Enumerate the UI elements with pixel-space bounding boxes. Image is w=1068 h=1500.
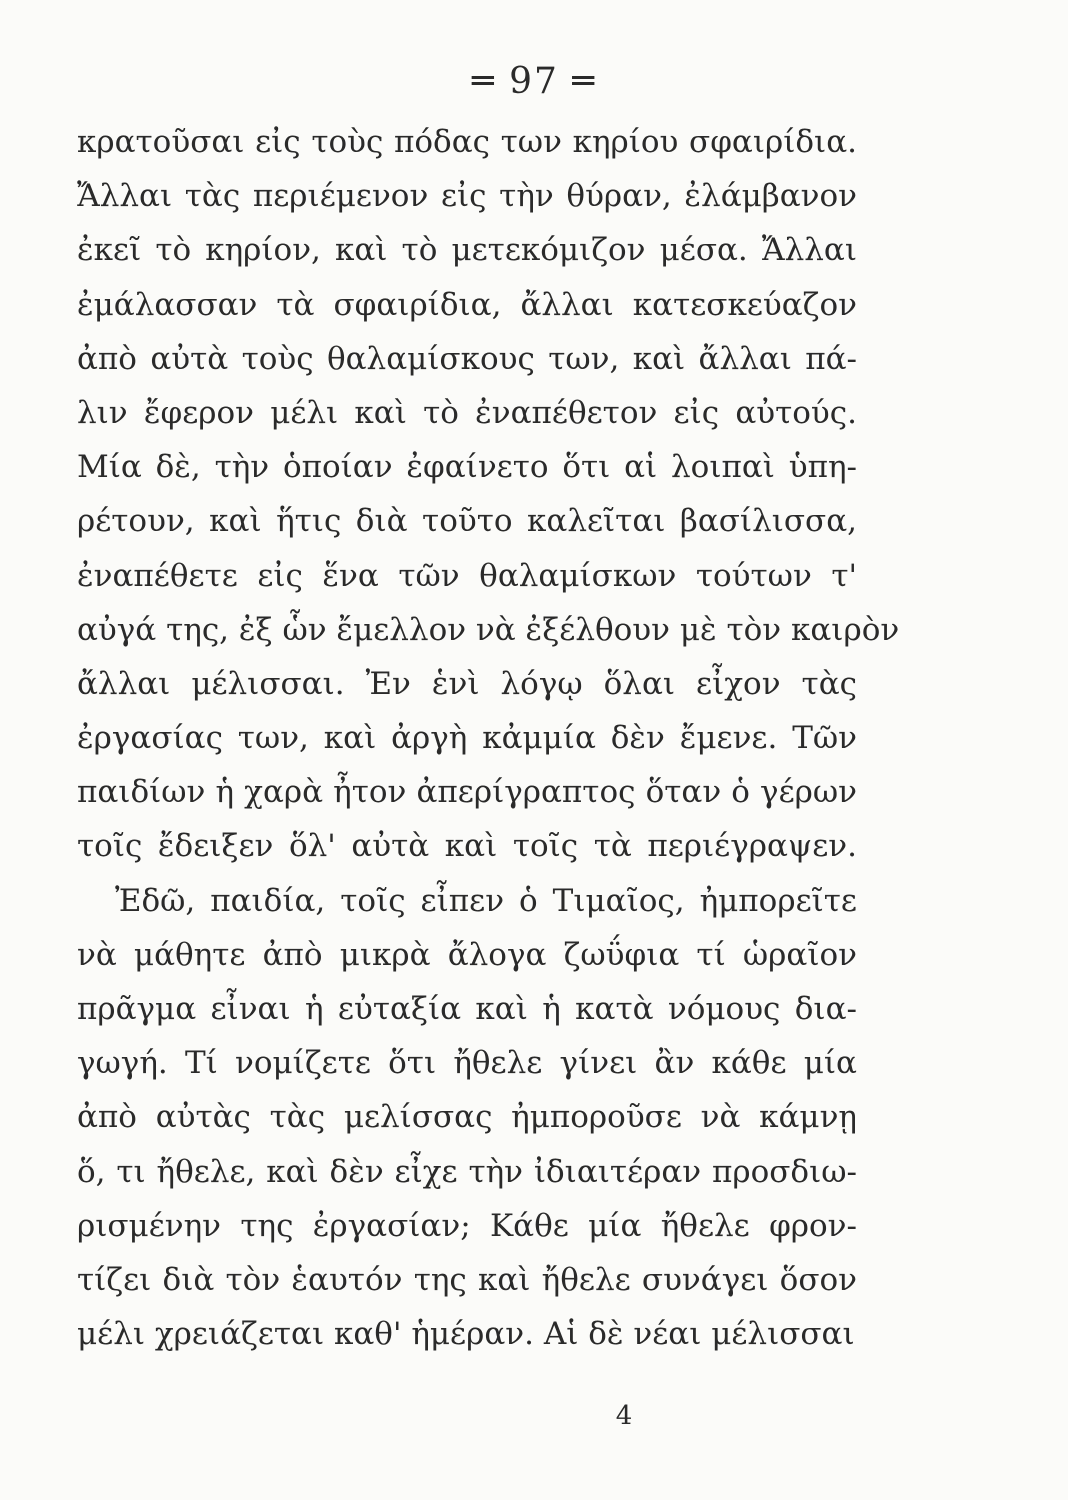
page-number-header: ═ 97 ═ (471, 61, 597, 102)
text-line: ἐμάλασσαν τὰ σφαιρίδια, ἄλλαι κατεσκεύαζον (77, 286, 857, 323)
text-line: τίζει διὰ τὸν ἑαυτόν της καὶ ἤθελε συνάγει ὅσον (77, 1261, 857, 1298)
body-text (77, 115, 900, 1361)
text-line: αὐγά της, ἐξ ὧν ἔμελλον νὰ ἐξέλθουν μὲ τὸν καιρὸν (77, 611, 900, 648)
text-line: ρισμένην της ἐργασίαν; Κάθε μία ἤθελε φρον- (77, 1207, 857, 1244)
text-line: ἐναπέθετε εἰς ἕνα τῶν θαλαμίσκων τούτων τ' (77, 557, 857, 594)
text-line: Ἐδῶ, παιδία, τοῖς εἶπεν ὁ Τιμαῖος, ἠμπορεῖτε (115, 882, 857, 919)
text-line: γωγή. Τί νομίζετε ὅτι ἤθελε γίνει ἂν κάθε μία (77, 1045, 857, 1082)
text-line: πρᾶγμα εἶναι ἡ εὐταξία καὶ ἡ κατὰ νόμους δια- (77, 991, 857, 1027)
text-line: νὰ μάθητε ἀπὸ μικρὰ ἄλογα ζωΰφια τί ὡραῖον (77, 936, 857, 973)
text-line: Μία δὲ, τὴν ὁποίαν ἐφαίνετο ὅτι αἱ λοιπαὶ ὑπη- (77, 449, 857, 486)
text-line: κρατοῦσαι εἰς τοὺς πόδας των κηρίου σφαιρίδια. (77, 124, 857, 160)
text-line: ρέτουν, καὶ ἥτις διὰ τοῦτο καλεῖται βασίλισσα, (77, 503, 857, 540)
text-line: ἀπὸ αὐτὰς τὰς μελίσσας ἠμποροῦσε νὰ κάμνῃ (77, 1099, 857, 1136)
text-line: ἐργασίας των, καὶ ἀργὴ κἀμμία δὲν ἔμενε. Τῶν (77, 720, 857, 757)
signature-mark: 4 (615, 1401, 633, 1431)
text-line: μέλι χρειάζεται καθ' ἡμέραν. Αἱ δὲ νέαι μέλισσαι (77, 1316, 855, 1353)
text-line: Ἄλλαι τὰς περιέμενον εἰς τὴν θύραν, ἐλάμβανον (77, 178, 857, 215)
text-line: ἄλλαι μέλισσαι. Ἐν ἑνὶ λόγῳ ὅλαι εἶχον τὰς (77, 665, 857, 702)
text-line: ἀπὸ αὐτὰ τοὺς θαλαμίσκους των, καὶ ἄλλαι πά- (77, 340, 857, 377)
text-line: ἐκεῖ τὸ κηρίον, καὶ τὸ μετεκόμιζον μέσα. Ἄλλαι (77, 232, 857, 269)
text-line: ὅ, τι ἤθελε, καὶ δὲν εἶχε τὴν ἰδιαιτέραν προσδιω- (77, 1153, 857, 1190)
text-line: λιν ἔφερον μέλι καὶ τὸ ἐναπέθετον εἰς αὐτούς. (77, 394, 857, 431)
text-line: παιδίων ἡ χαρὰ ἦτον ἀπερίγραπτος ὅταν ὁ γέρων (77, 774, 857, 811)
text-line: τοῖς ἔδειξεν ὅλ' αὐτὰ καὶ τοῖς τὰ περιέγραψεν. (77, 828, 857, 865)
